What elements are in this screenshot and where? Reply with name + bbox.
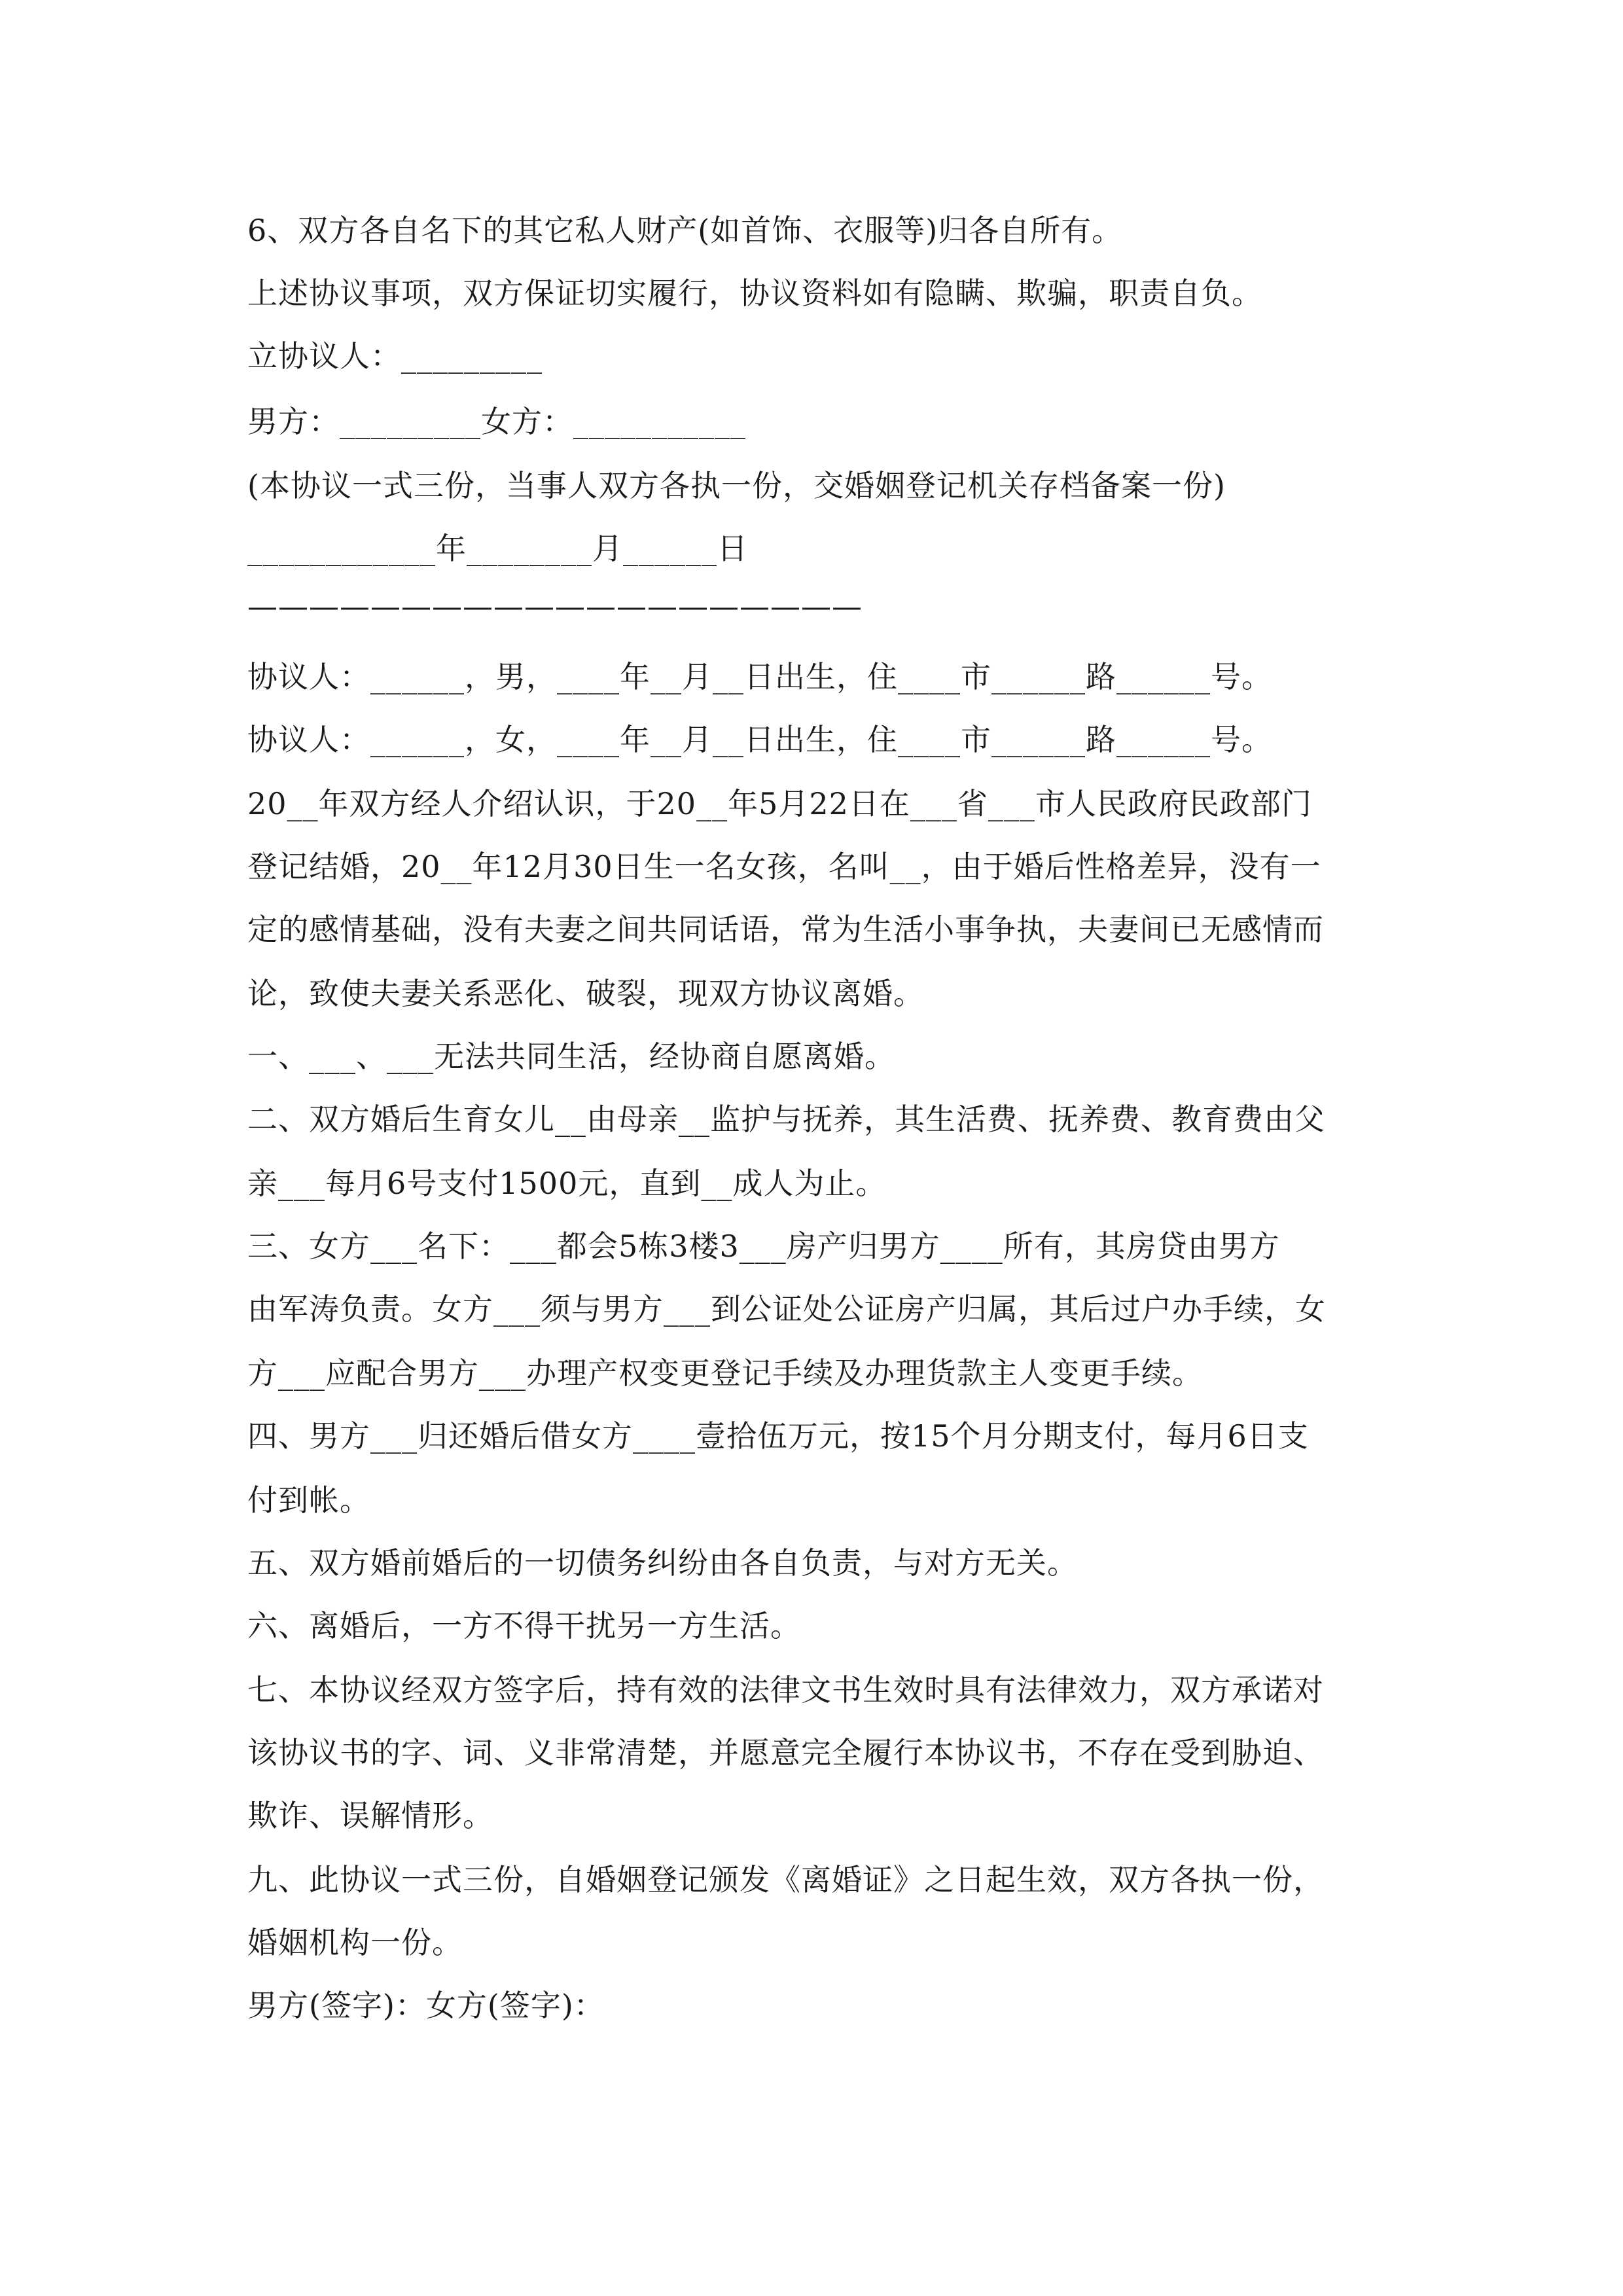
party-info-line: 协议人：______，男，____年__月__日出生，住____市______路______号。 bbox=[247, 659, 1272, 694]
date-line: ____________年________月______日 bbox=[247, 531, 748, 566]
text-line: 6、双方各自名下的其它私人财产(如首饰、衣服等)归各自所有。 bbox=[247, 213, 1123, 248]
text-line: 欺诈、误解情形。 bbox=[247, 1798, 493, 1833]
signatory-line: 立协议人：_________ bbox=[247, 338, 543, 374]
text-line: 婚姻机构一份。 bbox=[247, 1925, 463, 1960]
party-info-line: 协议人：______，女，____年__月__日出生，住____市______路______号。 bbox=[247, 722, 1272, 757]
clause-line: 六、离婚后，一方不得干扰另一方生活。 bbox=[247, 1608, 801, 1643]
clause-line: 二、双方婚后生育女儿__由母亲__监护与抚养，其生活费、抚养费、教育费由父 bbox=[247, 1102, 1325, 1137]
clause-line: 一、___、___无法共同生活，经协商自愿离婚。 bbox=[247, 1039, 895, 1074]
clause-line: 七、本协议经双方签字后，持有效的法律文书生效时具有法律效力，双方承诺对 bbox=[247, 1672, 1324, 1708]
text-line: 20__年双方经人介绍认识，于20__年5月22日在___省___市人民政府民政部门 bbox=[247, 786, 1312, 821]
clause-line: 三、女方___名下：___都会5栋3楼3___房产归男方____所有，其房贷由男方 bbox=[247, 1229, 1280, 1264]
text-line: 付到帐。 bbox=[247, 1482, 370, 1518]
text-line: 上述协议事项，双方保证切实履行，协议资料如有隐瞒、欺骗，职责自负。 bbox=[247, 276, 1262, 311]
text-line: (本协议一式三份，当事人双方各执一份，交婚姻登记机关存档备案一份) bbox=[247, 468, 1226, 503]
text-line: 由军涛负责。女方___须与男方___到公证处公证房产归属，其后过户办手续，女 bbox=[247, 1291, 1326, 1327]
separator-line: ———————————————————— bbox=[247, 588, 863, 624]
signature-line: 男方(签字)：女方(签字)： bbox=[247, 1988, 605, 2023]
clause-line: 五、双方婚前婚后的一切债务纠纷由各自负责，与对方无关。 bbox=[247, 1545, 1078, 1581]
clause-line: 四、男方___归还婚后借女方____壹拾伍万元，按15个月分期支付，每月6日支 bbox=[247, 1418, 1309, 1454]
text-line: 登记结婚，20__年12月30日生一名女孩，名叫__，由于婚后性格差异，没有一 bbox=[247, 849, 1321, 884]
text-line: 方___应配合男方___办理产权变更登记手续及办理货款主人变更手续。 bbox=[247, 1355, 1203, 1391]
party-names-line: 男方：_________女方：___________ bbox=[247, 404, 746, 439]
clause-line: 九、此协议一式三份，自婚姻登记颁发《离婚证》之日起生效，双方各执一份， bbox=[247, 1862, 1324, 1897]
text-line: 亲___每月6号支付1500元，直到__成人为止。 bbox=[247, 1166, 887, 1201]
text-line: 该协议书的字、词、义非常清楚，并愿意完全履行本协议书，不存在受到胁迫、 bbox=[247, 1735, 1324, 1770]
text-line: 定的感情基础，没有夫妻之间共同话语，常为生活小事争执，夫妻间已无感情而 bbox=[247, 912, 1324, 947]
text-line: 论，致使夫妻关系恶化、破裂，现双方协议离婚。 bbox=[247, 976, 924, 1011]
